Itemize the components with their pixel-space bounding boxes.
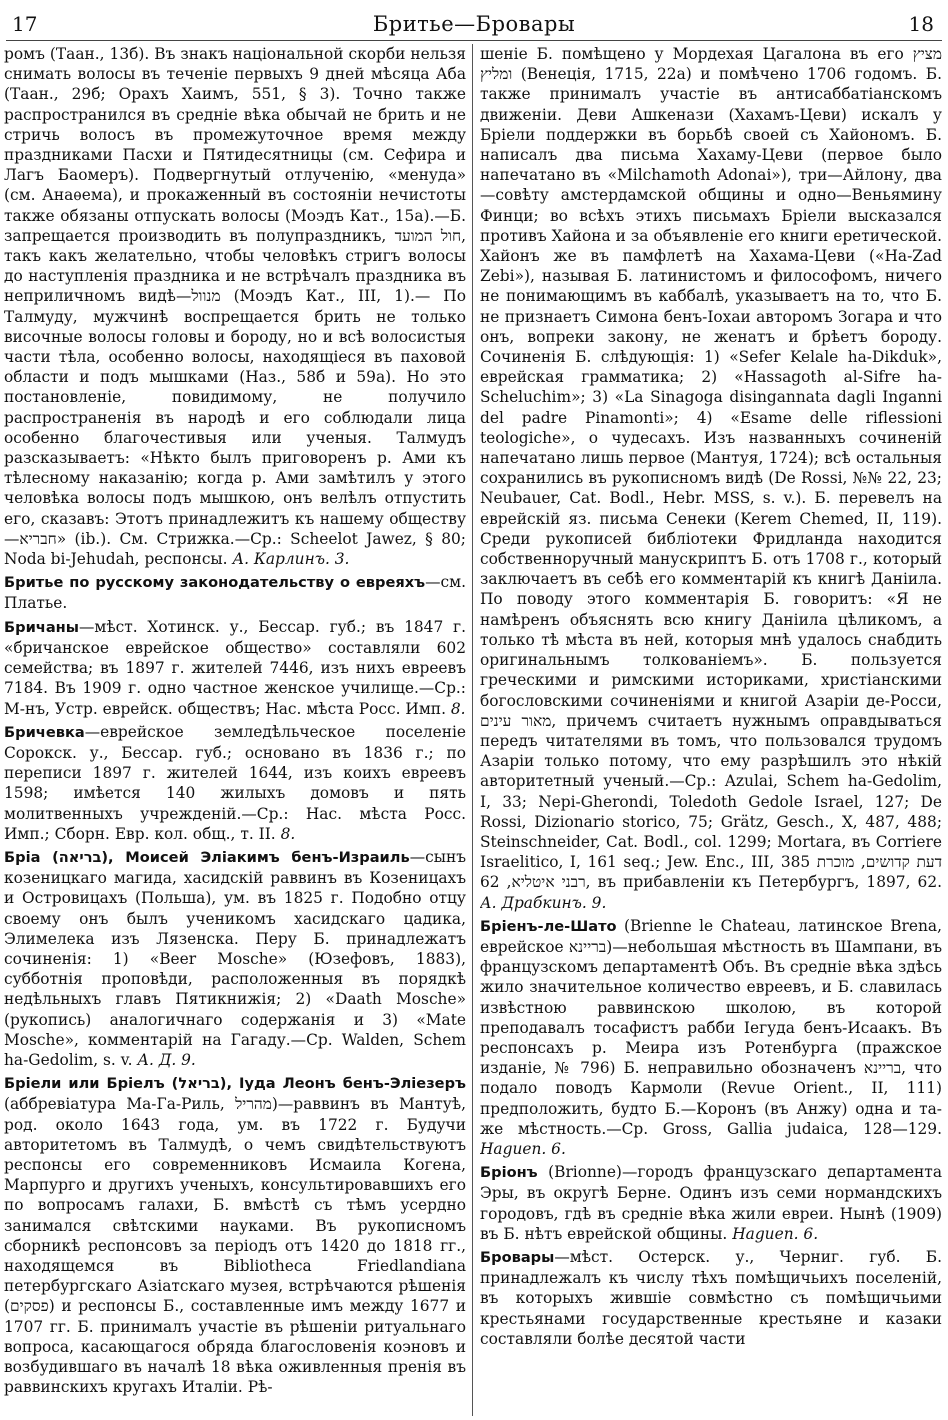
entry-headword: Бріа (בריאה), Моисей Эліакимъ бенъ-Израиль [4,848,410,866]
entry-headword: Бріели или Бріелъ (בריאל), Іуда Леонъ бенъ-Эліезеръ [4,1075,466,1093]
article-entry [480,1247,942,1349]
entry-headword: Бровары [480,1248,555,1266]
entry-signature: 8. [450,699,466,718]
article-signature: А. Драбкинъ. 9. [480,893,607,912]
article-continuation [4,44,466,569]
article-text: шеніе Б. помѣщено у Мордехая Цагалона въ его מציץ ומליץ (Венеція, 1715, 22а) и помѣчено 1706 годомъ. Б. также принималъ участіе въ антисаббатіанскомъ движеніи. Деви Ашкенази (Хахамъ-Цеви) искалъ у Бріели поддержки въ борьбѣ своей съ Хайономъ. Б. написалъ два письма Хахаму-Цеви (первое было напечатано въ «Milchamoth Adonai»), три—Айлону, два—совѣту амстердамской общины и одно—Веньямину Финци; во всѣхъ этихъ письмахъ Бріели высказался противъ Хайона и за объявленіе его книги еретической. Хайонъ же въ памфлетѣ на Хахама-Цеви («Ha-Zad Zebi»), называя Б. латинистомъ и философомъ, ничего не понимающимъ въ каббалѣ, указываетъ на то, что Б. не признаетъ Симона бенъ-Іохаи авторомъ Зогара и что онъ, вопреки закону, не женатъ и брѣетъ бороду. Сочиненія Б. слѣдующія: 1) «Sefer Kelale ha-Dikduk», еврейская грамматика; 2) «Hassagoth al-Sifre ha-Scheluchim»; 3) «La Sinagoga disingannata dagli Inganni del padre Pinamonti»; 4) «Esame delle riflessioni teologiche», о чудесахъ. Изъ названныхъ сочиненій напечатано лишь первое (Мантуя, 1724); всѣ остальныя сохранились въ рукописномъ видѣ (De Rossi, №№ 22, 23; Neubauer, Cat. Bodl., Hebr. MSS, s. v.). Б. перевелъ на еврейскій яз. письма Сенеки (Kerem Chemed, II, 119). Среди рукописей библіотеки Фридланда находится собственноручный манускриптъ Б. отъ 1708 г., который заключаетъ въ себѣ его комментарій къ книгѣ Даніила. По поводу этого комментарія Б. говоритъ: «Я не намѣренъ объяснять всю книгу Даніила цѣликомъ, а только тѣ мѣста въ ней, которыя мнѣ удалось снабдить оригинальнымъ толкованіемъ». Б. пользуется греческими и римскими историками, христіанскими богословскими сочиненіями и книгой Азаріи де-Росси, מאור עינים, причемъ считаетъ нужнымъ оправдываться передъ читателями въ томъ, что пользовался трудомъ Азаріи только потому, что ему разрѣшилъ это нѣкій авторитетный ученый.—Ср.: Azulai, Schem ha-Gedolim, I, 33; Nepi-Gherondi, Toledoth Gedole Israel, 127; De Rossi, Dizionario storico, 75; Grätz, Gesch., X, 487, 488; Steinschneider, Cat. Bodl., col. 1299; Mortara, въ Corriere Israelitico, I, 161 seq.; Jew. Enc., III, 385 דעת קדושים, מוכרת רבני איטליא, 62, въ прибавленіи къ Петербургъ, 1897, 62. [480,45,942,892]
column-divider [472,44,473,1416]
article-entry [4,847,466,1070]
article-entry [4,617,466,719]
entry-signature: Haguen. 6. [480,1139,566,1158]
entry-text: —сынъ козеницкаго магида, хасидскій раввинъ въ Козеницахъ и Островицахъ (Польша), ум. въ 1825 г. Подобно отцу своему онъ былъ ученикомъ хасидскаго цадика, Элимелека изъ Лязенска. Перу Б. принадлежатъ сочиненія: 1) «Beer Mosche» (Юзефовъ, 1883), субботнія проповѣди, расположенныя въ порядкѣ недѣльныхъ главъ Пятикнижія; 2) «Daath Mosche» (рукопись) аналогичнаго содержанія и 3) «Mate Mosche», комментарій на Гагаду.—Ср. Walden, Schem ha-Gedolim, s. v. [4,847,466,1069]
entry-text: —мѣст. Остерск. у., Черниг. губ. Б. принадлежалъ къ числу тѣхъ помѣщичьихъ поселеній, въ которыхъ жившіе совмѣстно съ помѣщичьими крестьянами государственные крестьяне и казаки составляли болѣе десятой части [480,1247,942,1348]
left-column [4,44,466,1397]
entry-signature: Haguen. 6. [732,1224,819,1243]
entry-text: (Brionne)—городъ французскаго департамента Эры, въ округѣ Берне. Одинъ изъ семи нормандскихъ городовъ, гдѣ въ средніе вѣка жили евреи. Нынѣ (1909) въ Б. нѣтъ еврейской общины. [480,1163,942,1243]
entry-text: —см. Платье. [4,573,466,613]
page-title: Бритье—Бровары [372,12,576,36]
article-text: ромъ (Таан., 13б). Въ знакъ національной скорби нельзя снимать волосы въ теченіе первыхъ 9 дней мѣсяца Аба (Таан., 29б; Орахъ Хаимъ, 551, § 3). Точно также распространился въ средніе вѣка обычай не брить и не стричь волосъ въ промежуточное время между праздниками Пасхи и Пятидесятницы (см. Сефира и Лагъ Баомеръ). Подвергнутый отлученію, «менуда» (см. Анаѳема), и прокаженный въ состояніи нечистоты также обязаны отпускать волосы (Моэдъ Кат., 15а).—Б. запрещается производить въ полупраздникъ, חול המועד, такъ какъ желательно, чтобы человѣкъ стригъ волосы до наступленія праздника и не встрѣчалъ праздника въ неприличномъ видѣ—מנוול (Моэдъ Кат., III, 1).— По Талмуду, мужчинѣ воспрещается брить не только височные волосы головы и бороду, но и всѣ волосистыя части тѣла, особенно волосы, находящіеся въ паховой области и подъ мышками (Наз., 58б и 59а). Но это постановленіе, повидимому, не получило распространенія въ народѣ и его соблюдали лица особенно благочестивыя или ученыя. Талмудъ разсказываетъ: «Нѣкто былъ приговоренъ р. Ами къ тѣлесному наказанію; когда р. Ами замѣтилъ у этого человѣка волосы подъ мышкою, онъ велѣлъ отпустить его, сказавъ: Этотъ принадлежитъ къ нашему обществу—חבריא» (ib.). См. Стрижка.—Ср.: Scheelot Jawez, § 80; Noda bi-Jehudah, респонсы. [4,45,466,569]
article-entry [480,1162,942,1244]
entry-headword: Бритье по русскому законодательству о евреяхъ [4,574,426,592]
entry-signature: А. Д. 9. [137,1050,196,1069]
page-header [0,0,948,40]
entry-headword: Бріенъ-ле-Шато [480,917,617,935]
article-signature: А. Карлинъ. 3. [232,550,350,569]
entry-text: (аббревіатура Ма-Га-Риль, מהריל)—раввинъ въ Мантуѣ, род. около 1643 года, ум. въ 1722 г. Будучи авторитетомъ въ Талмудѣ, о чемъ свидѣтельствуютъ респонсы его современниковъ Исмаила Когена, Марпурго и другихъ ученыхъ, консультировавшихъ его по вопросамъ галахи, Б. вмѣстѣ съ тѣмъ усердно занимался свѣтскими науками. Въ рукописномъ сборникѣ респонсовъ за періодъ отъ 1420 до 1818 гг., находящемся въ Bibliotheca Friedlandiana петербургскаго Азіатскаго музея, встрѣчаются рѣшенія (פסקים) и респонсы Б., составленные имъ между 1677 и 1707 гг. Б. принималъ участіе въ рѣшеніи ритуальнаго вопроса, касающагося обряда благословенія коэновъ и возбудившаго въ началѣ 18 вѣка оживленныя пренія въ раввинскихъ кругахъ Италіи. Рѣ- [4,1095,466,1397]
article-entry [4,722,466,844]
right-column [480,44,942,1349]
entry-text: (Brienne le Chateau, латинское Brena, еврейское בריינא)—небольшая мѣстность въ Шампани, въ французскомъ департаментѣ Объ. Въ средніе вѣка здѣсь жило значительное количество евреевъ, и Б. славилась извѣстною раввинскою школою, въ которой преподавалъ тосафистъ рабби Іегуда бенъ-Исаакъ. Въ респонсахъ р. Меира изъ Ротенбурга (пражское изданіе, № 796) Б. неправильно обозначенъ בריינא, что подало поводъ Кармоли (Revue Orient., II, 111) предположить, будто Б.—Коронъ (въ Анжу) одна и та-же мѣстность.—Ср. Gross, Gallia judaica, 128—129. [480,916,942,1138]
header-rule [6,40,942,41]
entry-headword: Бричаны [4,618,79,636]
page-number-right: 18 [908,12,934,36]
entry-signature: 8. [280,824,296,843]
article-entry [4,572,466,613]
article-entry [480,916,942,1159]
entry-text: —мѣст. Хотинск. у., Бессар. губ.; въ 1847 г. «бричанское еврейское общество» составляли 602 семейства; въ 1897 г. жителей 7446, изъ нихъ евреевъ 7184. Въ 1909 г. одно частное женское училище.—Ср.: М-нъ, Устр. еврейск. обществъ; Нас. мѣста Росс. Имп. [4,617,466,718]
entry-text: —еврейское земледѣльческое поселеніе Сорокск. у., Бессар. губ.; основано въ 1836 г.; по переписи 1897 г. жителей 1644, изъ коихъ евреевъ 1598; имѣется 140 жилыхъ домовъ и пять молитвенныхъ учрежденій.—Ср.: Нас. мѣста Росс. Имп.; Сборн. Евр. кол. общ., т. II. [4,722,466,843]
article-entry [4,1073,466,1397]
page-number-left: 17 [12,12,38,36]
entry-headword: Бріонъ [480,1164,538,1182]
entry-headword: Бричевка [4,723,85,741]
article-continuation [480,44,942,913]
